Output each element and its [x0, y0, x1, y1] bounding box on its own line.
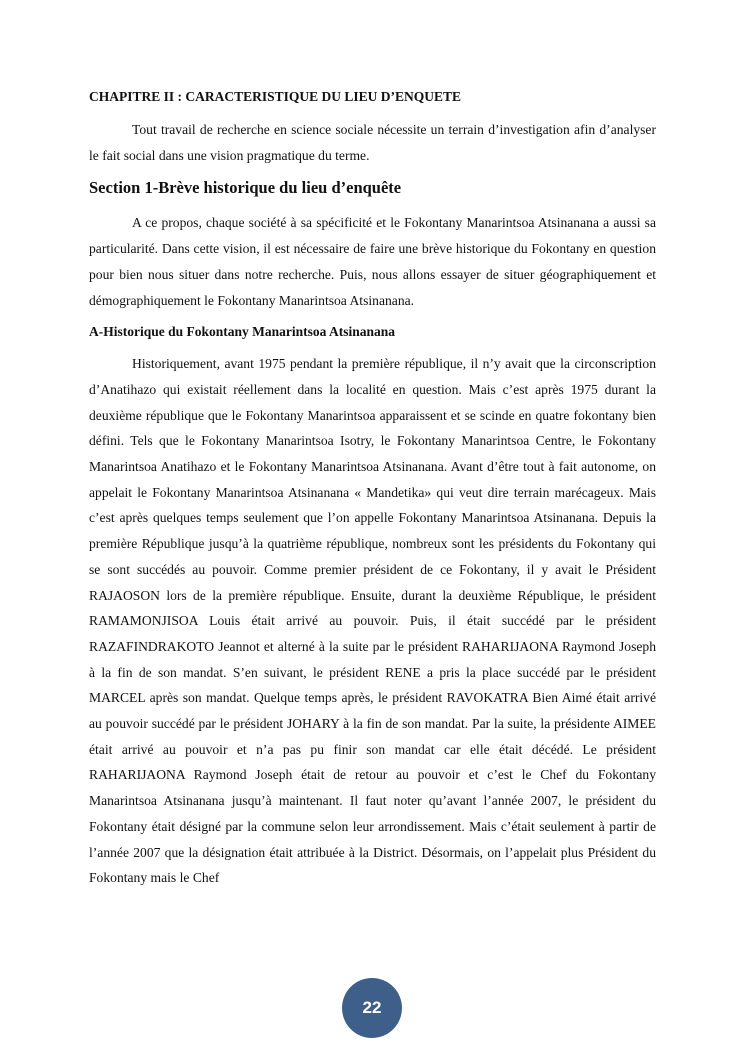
section-title: Section 1-Brève historique du lieu d’enquête [89, 178, 402, 198]
document-page [89, 86, 656, 899]
section-paragraph: A ce propos, chaque société à sa spécificité et le Fokontany Manarintsoa Atsinanana a aussi sa particularité. Dans cette vision, il est nécessaire de faire une brève historique du Fokontany en question pour bien nous situer dans notre recherche. Puis, nous allons essayer de situer géographiquement et démographiquement le Fokontany Manarintsoa Atsinanana. [89, 215, 656, 308]
page-number-badge: 22 [342, 978, 402, 1038]
subsection-title: A-Historique du Fokontany Manarintsoa Atsinanana [89, 324, 396, 340]
history-paragraph: Historiquement, avant 1975 pendant la première république, il n’y avait que la circonscription d’Anatihazo qui existait réellement dans la localité en question. Mais c’est après 1975 durant la deuxième république que le Fokontany Manarintsoa apparaissent et se scinde en quatre fokontany bien défini. Tels que le Fokontany Manarintsoa Isotry, le Fokontany Manarintsoa Centre, le Fokontany Manarintsoa Anatihazo et le Fokontany Manarintsoa Atsinanana. Avant d’être tout à fait autonome, on appelait le Fokontany Manarintsoa Atsinanana « Mandetika» qui veut dire terrain marécageux. Mais c’est après quelques temps seulement que l’on appelle Fokontany Manarintsoa Atsinanana. Depuis la première République jusqu’à la quatrième république, nombreux sont les présidents du Fokontany qui se sont succédés au pouvoir. Comme premier président de ce Fokontany, il y avait le Président RAJAOSON lors de la première république. Ensuite, durant la deuxième République, le président RAMAMONJISOA Louis était arrivé au pouvoir. Puis, il était succédé par le président RAZAFINDRAKOTO Jeannot et alterné à la suite par le président RAHARIJAONA Raymond Joseph à la fin de son mandat. S’en suivant, le président RENE a pris la place succédé par le président MARCEL après son mandat. Quelque temps après, le président RAVOKATRA Bien Aimé était arrivé au pouvoir succédé par le président JOHARY à la fin de son mandat. Par la suite, la présidente AIMEE était arrivé au pouvoir et n’a pas pu finir son mandat car elle était décédé. Le président RAHARIJAONA Raymond Joseph était de retour au pouvoir et c’est le Chef du Fokontany Manarintsoa Atsinanana jusqu’à maintenant. Il faut noter qu’avant l’année 2007, le président du Fokontany était désigné par la commune selon leur arrondissement. Mais c’était seulement à partir de l’année 2007 que la désignation était attribuée à la District. Désormais, on l’appelait plus Président du Fokontany mais le Chef [89, 356, 656, 886]
intro-paragraph: Tout travail de recherche en science sociale nécessite un terrain d’investigation afin d’analyser le fait social dans une vision pragmatique du terme. [89, 122, 656, 163]
chapter-title: CHAPITRE II : CARACTERISTIQUE DU LIEU D’ENQUETE [89, 89, 462, 104]
